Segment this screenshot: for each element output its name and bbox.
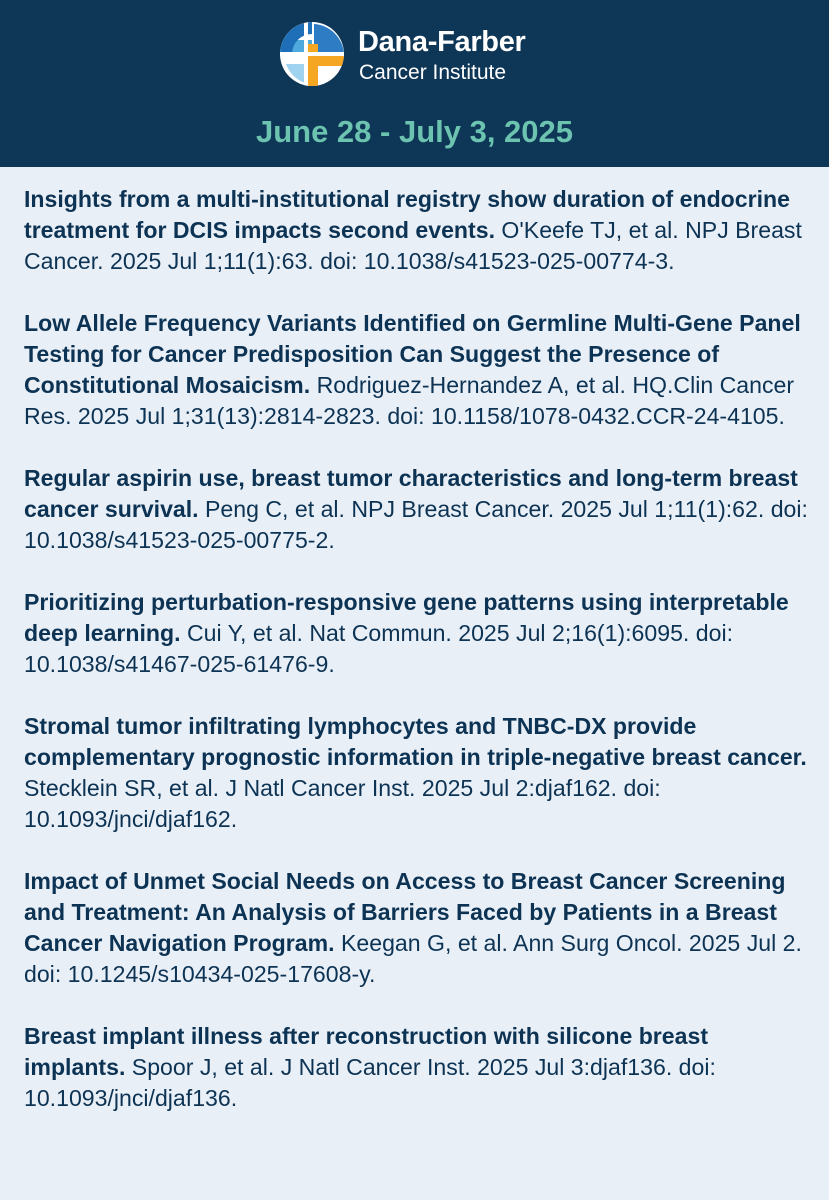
- publication-title: Breast implant illness after reconstruction with silicone breast implants.: [24, 1023, 709, 1080]
- publication-citation: Keegan G, et al. Ann Surg Oncol. 2025 Jul 2. doi: 10.1245/s10434-025-17608-y.: [24, 930, 802, 987]
- header-banner: [0, 0, 829, 167]
- publication-entry: [24, 463, 814, 556]
- publication-title: Insights from a multi-institutional registry show duration of endocrine treatment for DCIS impacts second events.: [24, 186, 790, 243]
- publication-entry: [24, 184, 814, 277]
- publication-entry: [24, 308, 814, 432]
- publication-entry: [24, 1021, 814, 1114]
- publication-entry: [24, 866, 814, 990]
- publication-citation: Rodriguez-Hernandez A, et al. HQ.Clin Cancer Res. 2025 Jul 1;31(13):2814-2823. doi: 10.1158/1078-0432.CCR-24-4105.: [24, 372, 795, 429]
- publication-title: Prioritizing perturbation-responsive gene patterns using interpretable deep learning.: [24, 589, 789, 646]
- publication-citation: Stecklein SR, et al. J Natl Cancer Inst. 2025 Jul 2:djaf162. doi: 10.1093/jnci/djaf162.: [24, 775, 661, 832]
- publication-citation: Cui Y, et al. Nat Commun. 2025 Jul 2;16(1):6095. doi: 10.1038/s41467-025-61476-9.: [24, 620, 734, 677]
- logo: [278, 20, 550, 92]
- publication-title: Low Allele Frequency Variants Identified on Germline Multi-Gene Panel Testing for Cancer Predisposition Can Suggest the Presence of Constitutional Mosaicism.: [24, 310, 801, 398]
- publication-citation: Peng C, et al. NPJ Breast Cancer. 2025 Jul 1;11(1):62. doi: 10.1038/s41523-025-00775-2.: [24, 496, 808, 553]
- publication-title: Stromal tumor infiltrating lymphocytes and TNBC-DX provide complementary prognostic information in triple-negative breast cancer.: [24, 713, 807, 770]
- dana-farber-logo-icon: [278, 20, 346, 88]
- org-name: Dana-Farber: [358, 26, 526, 58]
- publication-entry: [24, 711, 814, 835]
- org-subtitle: Cancer Institute: [359, 61, 507, 84]
- date-range-heading: June 28 - July 3, 2025: [255, 114, 574, 149]
- publication-title: Impact of Unmet Social Needs on Access to Breast Cancer Screening and Treatment: An Analysis of Barriers Faced by Patients in a Breast Cancer Navigation Program.: [24, 868, 786, 956]
- publication-citation: O'Keefe TJ, et al. NPJ Breast Cancer. 2025 Jul 1;11(1):63. doi: 10.1038/s41523-025-00774-3.: [24, 217, 802, 274]
- publication-entry: [24, 587, 814, 680]
- publication-list: [24, 184, 814, 1145]
- publication-citation: Spoor J, et al. J Natl Cancer Inst. 2025 Jul 3:djaf136. doi: 10.1093/jnci/djaf136.: [24, 1054, 716, 1111]
- publication-title: Regular aspirin use, breast tumor characteristics and long-term breast cancer survival.: [24, 465, 798, 522]
